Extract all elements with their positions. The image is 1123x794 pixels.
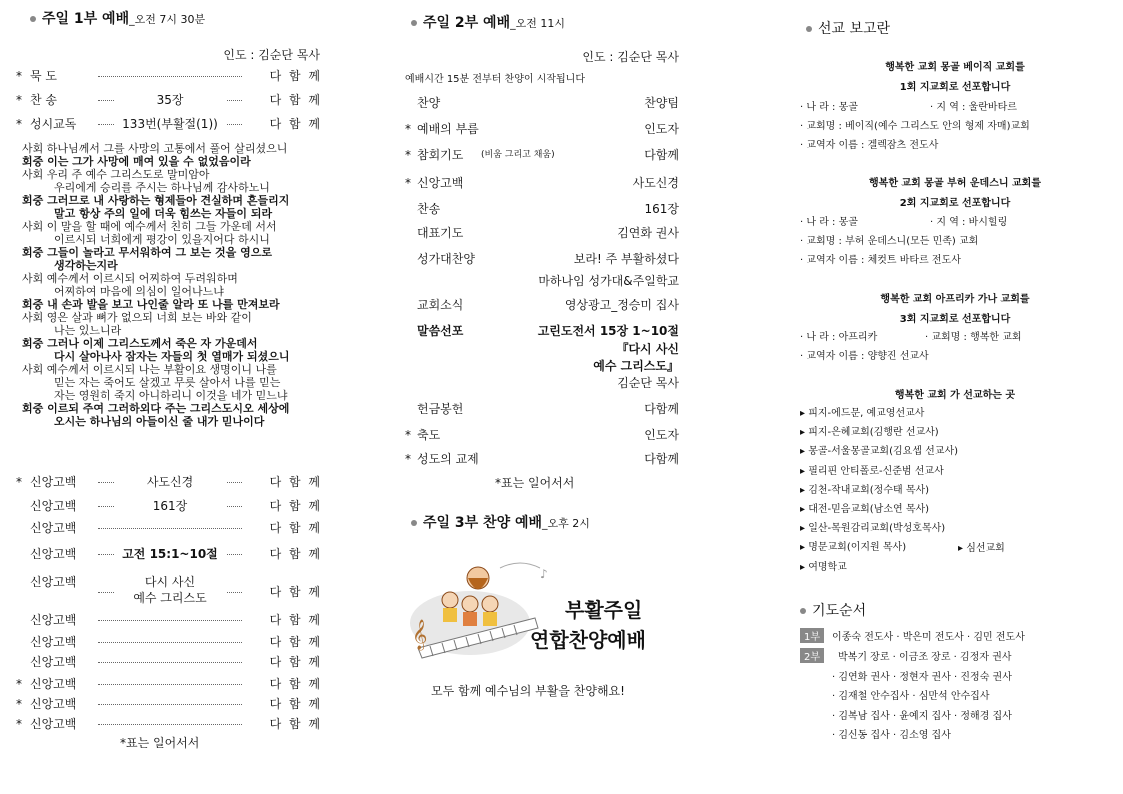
order-label: 찬 송: [30, 93, 57, 107]
second-service-intro: 예배시간 15분 전부터 찬양이 시작됩니다: [405, 74, 585, 85]
order-item: [16, 676, 322, 692]
order-person: 보라! 주 부활하셨다: [573, 252, 679, 266]
reading-line: 사회 우리 주 예수 그리스도로 말미암아: [22, 168, 210, 181]
standing-note: *표는 일어서서: [120, 736, 200, 750]
block2-church: · 교회명 : 부허 운데스니(모든 민족) 교회: [800, 236, 979, 247]
sermon-preacher: 김순단 목사: [617, 376, 679, 390]
mission-places-title: 행복한 교회 가 선교하는 곳: [894, 390, 1016, 401]
order-person: 다 함 께: [266, 116, 322, 132]
reading-line: 생각하는지라: [54, 259, 118, 272]
prayer-first-service: 1부 이종숙 전도사 · 박은미 전도사 · 김민 전도사: [800, 628, 1025, 643]
order-person: 다 함 께: [266, 92, 322, 108]
block1-pastor: · 교역자 이름 : 겔렉잠츠 전도사: [800, 140, 939, 151]
order-item: [16, 574, 322, 608]
order-item: [16, 498, 322, 514]
order-item: [16, 68, 322, 84]
reading-line: 사회 하나님께서 그를 사망의 고통에서 풀어 살리셨으니: [22, 142, 288, 155]
block2-country: · 나 라 : 몽골: [800, 217, 858, 228]
block1-region: · 지 역 : 울란바타르: [930, 102, 1017, 113]
order-person: 인도자: [644, 428, 679, 442]
reading-line: 어찌하여 마음에 의심이 일어나느냐: [54, 285, 224, 298]
reading-line: 우리에게 승리를 주시는 하나님께 감사하노니: [54, 181, 270, 194]
prayer-badge-2: 2부: [800, 648, 824, 663]
mission-place-extra: ▸ 심선교회: [958, 543, 1005, 554]
order-person: 찬양팀: [644, 96, 679, 110]
order-item: [16, 546, 322, 562]
svg-text:♪: ♪: [540, 567, 548, 581]
dotted-leader: [98, 634, 242, 643]
bullet-icon: [411, 20, 417, 26]
order-person: 다 함 께: [266, 546, 322, 562]
prayer-badge-1: 1부: [800, 628, 824, 643]
order-star: *: [16, 475, 22, 489]
order-star: *: [16, 93, 22, 107]
dotted-leader: [98, 696, 242, 705]
svg-text:𝄞: 𝄞: [412, 620, 428, 650]
reading-line: 회중 이르되 주여 그러하외다 주는 그리스도시오 세상에: [22, 402, 290, 415]
order-person: 다 함 께: [266, 676, 322, 692]
order-star: *: [405, 452, 411, 466]
reading-line: 사회 예수께서 이르시되 나는 부활이요 생명이니 나를: [22, 363, 277, 376]
reading-line: 이르시되 너희에게 평강이 있을지어다 하시니: [54, 233, 270, 246]
order-item: [395, 426, 695, 444]
order-label: 신앙고백: [30, 697, 77, 711]
order-label: 신앙고백: [30, 547, 77, 561]
reading-line: 사회 예수께서 이르시되 어찌하여 두려워하며: [22, 272, 238, 285]
mission-place: ▸ 일산-목원감리교회(박성호목사): [800, 523, 946, 535]
order-item: [395, 400, 695, 418]
order-person: 다 함 께: [266, 474, 322, 490]
standing-note-2: *표는 일어서서: [495, 476, 575, 490]
mission-place: ▸ 피지-에드문, 예교영선교사: [800, 408, 925, 419]
order-item: [16, 716, 322, 732]
second-service-leader: 인도 : 김순단 목사: [582, 50, 679, 64]
order-item: [395, 250, 695, 268]
order-item: [395, 174, 695, 192]
block3-church: · 교회명 : 행복한 교회: [925, 332, 1022, 343]
block3-pastor: · 교역자 이름 : 양향진 선교사: [800, 351, 929, 362]
reading-line: 자는 영원히 죽지 아니하리니 이것을 네가 믿느냐: [54, 389, 288, 402]
bullet-icon: [806, 26, 812, 32]
order-detail: 고전 15:1~10절: [114, 546, 226, 562]
order-person: 다함께: [644, 452, 679, 466]
dotted-leader: [98, 676, 242, 685]
order-label: 성시교독: [30, 117, 77, 131]
order-item: [16, 116, 322, 132]
block1-title: 행복한 교회 몽골 베이직 교회를: [885, 62, 1025, 73]
reading-line: 말고 항상 주의 일에 더욱 힘쓰는 자들이 되라: [54, 207, 273, 220]
order-person: 161장: [644, 202, 679, 216]
order-person: 김연화 권사: [617, 226, 679, 240]
order-item: [16, 696, 322, 712]
order-label: 성도의 교제: [417, 452, 479, 466]
order-person: 다 함 께: [266, 716, 322, 732]
order-label: 신앙고백: [30, 499, 77, 513]
order-label: 신앙고백: [30, 635, 77, 649]
block2-pastor: · 교역자 이름 : 체컷트 바타르 전도사: [800, 255, 961, 266]
order-detail: 35장: [114, 92, 226, 108]
order-person: 다 함 께: [266, 584, 322, 600]
banner-caption: 모두 함께 예수님의 부활을 찬양해요!: [431, 684, 625, 698]
block2-region: · 지 역 : 바시힐링: [930, 217, 1008, 228]
order-item: [395, 146, 695, 164]
first-service-leader: 인도 : 김순단 목사: [223, 48, 320, 62]
prayer-order-heading: 기도순서: [800, 600, 866, 620]
order-person: 다 함 께: [266, 520, 322, 536]
order-item: [395, 94, 695, 112]
order-star: *: [16, 117, 22, 131]
order-label: 신앙고백: [30, 475, 77, 489]
order-detail: 133번(부활절(1)): [114, 116, 226, 132]
order-item: [395, 120, 695, 138]
mission-place: ▸ 명문교회(이지원 목사): [800, 542, 907, 554]
reading-line: 사회 이 말을 할 때에 예수께서 친히 그들 가운데 서서: [22, 220, 277, 233]
prayer-line: · 김복남 집사 · 윤예지 집사 · 정해경 집사: [832, 710, 1012, 722]
reading-line: 믿는 자는 죽어도 살겠고 무릇 살아서 나를 믿는: [54, 376, 281, 389]
order-star: *: [16, 677, 22, 691]
third-service-heading: 주일 3부 찬양 예배_오후 2시: [411, 512, 590, 532]
prayer-second-service-badge: [800, 648, 832, 663]
order-item: [395, 224, 695, 242]
reading-line: 회중 내 손과 발을 보고 나인줄 알라 또 나를 만져보라: [22, 298, 280, 311]
banner-title-2: 연합찬양예배: [530, 628, 646, 652]
order-detail: [114, 574, 226, 606]
order-label: 신앙고백: [30, 575, 77, 589]
mission-place: ▸ 피지-은혜교회(김행란 선교사): [800, 427, 939, 439]
order-detail-line: 다시 사신: [144, 575, 196, 589]
order-label: 예배의 부름: [417, 122, 479, 136]
order-label: 신앙고백: [30, 613, 77, 627]
order-person: 다 함 께: [266, 68, 322, 84]
reading-line: 회중 그러므로 내 사랑하는 형제들아 견실하며 흔들리지: [22, 194, 290, 207]
order-person: 다함께: [644, 402, 679, 416]
order-label: 찬송: [417, 202, 441, 216]
order-detail: 사도신경: [114, 474, 226, 490]
order-person: 다 함 께: [266, 654, 322, 670]
order-person: 사도신경: [632, 176, 679, 190]
order-person: 다 함 께: [266, 634, 322, 650]
reading-line: 나는 있느니라: [54, 324, 122, 337]
dotted-leader: [98, 654, 242, 663]
order-item-sermon: 말씀선포 고린도전서 15장 1~10절: [417, 324, 679, 338]
reading-line: 회중 그들이 놀라고 무서워하여 그 보는 것을 영으로: [22, 246, 272, 259]
first-service-heading: 주일 1부 예배_오전 7시 30분: [30, 8, 205, 28]
dotted-leader: [98, 520, 242, 529]
order-star: *: [16, 717, 22, 731]
order-label: 신앙고백: [30, 521, 77, 535]
block3-country: · 나 라 : 아프리카: [800, 332, 878, 343]
order-detail-line: 예수 그리스도: [133, 591, 207, 605]
order-detail: 161장: [114, 498, 226, 514]
bullet-icon: [30, 16, 36, 22]
mission-place: ▸ 몽골-서울몽골교회(김요셉 선교사): [800, 446, 959, 458]
bullet-icon: [800, 608, 806, 614]
order-label: 성가대찬양: [417, 252, 475, 266]
block1-church: · 교회명 : 베이직(예수 그리스도 안의 형제 자매)교회: [800, 121, 1030, 132]
order-item: [16, 474, 322, 490]
prayer-line: · 김신동 집사 · 김소영 집사: [832, 730, 951, 741]
dotted-leader: [98, 68, 242, 77]
order-star: *: [405, 122, 411, 136]
order-person: 다 함 께: [266, 696, 322, 712]
order-label: 참회기도: [417, 148, 464, 162]
block2-subtitle: 2회 지교회로 선포합니다: [899, 198, 1011, 209]
mission-report-heading: 선교 보고란: [806, 18, 890, 38]
order-person: 다함께: [644, 148, 679, 162]
prayer-line: 박복기 장로 · 이금조 장로 · 김정자 권사: [838, 652, 1012, 663]
order-star: *: [405, 176, 411, 190]
dotted-leader: [98, 612, 242, 621]
prayer-line: · 김연화 권사 · 정현자 권사 · 진정숙 권사: [832, 671, 1012, 683]
mission-place: ▸ 필리핀 안티폴로-신준범 선교사: [800, 465, 944, 477]
order-item: [16, 520, 322, 536]
order-item-news: 교회소식 영상광고_정승미 집사: [417, 298, 679, 312]
easter-banner: [400, 548, 680, 678]
order-item: [395, 200, 695, 218]
order-label: 묵 도: [30, 69, 57, 83]
order-label: 찬양: [417, 96, 441, 110]
order-label: 대표기도: [417, 226, 464, 240]
block3-title: 행복한 교회 아프리카 가나 교회를: [880, 294, 1030, 305]
choir-name: 마하나임 성가대&주일학교: [538, 274, 679, 288]
block1-country: · 나 라 : 몽골: [800, 102, 858, 113]
order-star: *: [405, 148, 411, 162]
order-label: 신앙고백: [30, 677, 77, 691]
banner-title-1: 부활주일: [565, 598, 643, 622]
sermon-title: 『다시 사신 예수 그리스도』: [593, 342, 679, 373]
order-person: 다 함 께: [266, 498, 322, 514]
block3-subtitle: 3회 지교회로 선포합니다: [899, 314, 1011, 325]
responsive-reading: [22, 142, 290, 428]
order-item: [16, 612, 322, 628]
reading-line: 회중 그러나 이제 그리스도께서 죽은 자 가운데서: [22, 337, 258, 350]
order-star: *: [16, 697, 22, 711]
order-item: [16, 634, 322, 650]
order-star: *: [405, 428, 411, 442]
order-item: [395, 450, 695, 468]
prayer-line: · 김재철 안수집사 · 심만석 안수집사: [832, 691, 990, 702]
reading-line: 오시는 하나님의 아들이신 줄 내가 믿나이다: [54, 415, 265, 428]
reading-line: 다시 살아나사 잠자는 자들의 첫 열매가 되셨으니: [54, 350, 290, 363]
block1-subtitle: 1회 지교회로 선포합니다: [899, 82, 1011, 93]
order-person: 다 함 께: [266, 612, 322, 628]
block2-title: 행복한 교회 몽골 부허 운데스니 교회를: [869, 178, 1041, 189]
order-label: 축도: [417, 428, 441, 442]
mission-place: ▸ 대전-믿음교회(남소연 목사): [800, 504, 930, 515]
order-star: *: [16, 69, 22, 83]
mission-place: ▸ 김천-작내교회(정수태 목사): [800, 484, 930, 496]
order-label: 신앙고백: [30, 655, 77, 669]
order-item: [16, 92, 322, 108]
bullet-icon: [411, 520, 417, 526]
order-label: 헌금봉헌: [417, 402, 464, 416]
order-label: 신앙고백: [417, 176, 464, 190]
reading-line: 회중 이는 그가 사망에 매여 있을 수 없었음이라: [22, 155, 251, 168]
reading-line: 사회 영은 살과 뼈가 없으되 너희 보는 바와 같이: [22, 311, 252, 324]
order-label: 신앙고백: [30, 717, 77, 731]
dotted-leader: [98, 716, 242, 725]
order-item: [16, 654, 322, 670]
order-person: 인도자: [644, 122, 679, 136]
order-label-note: (비움 그리고 채움): [481, 150, 555, 160]
second-service-heading: 주일 2부 예배_오전 11시: [411, 12, 565, 32]
mission-place: ▸ 여명학교: [800, 561, 847, 573]
